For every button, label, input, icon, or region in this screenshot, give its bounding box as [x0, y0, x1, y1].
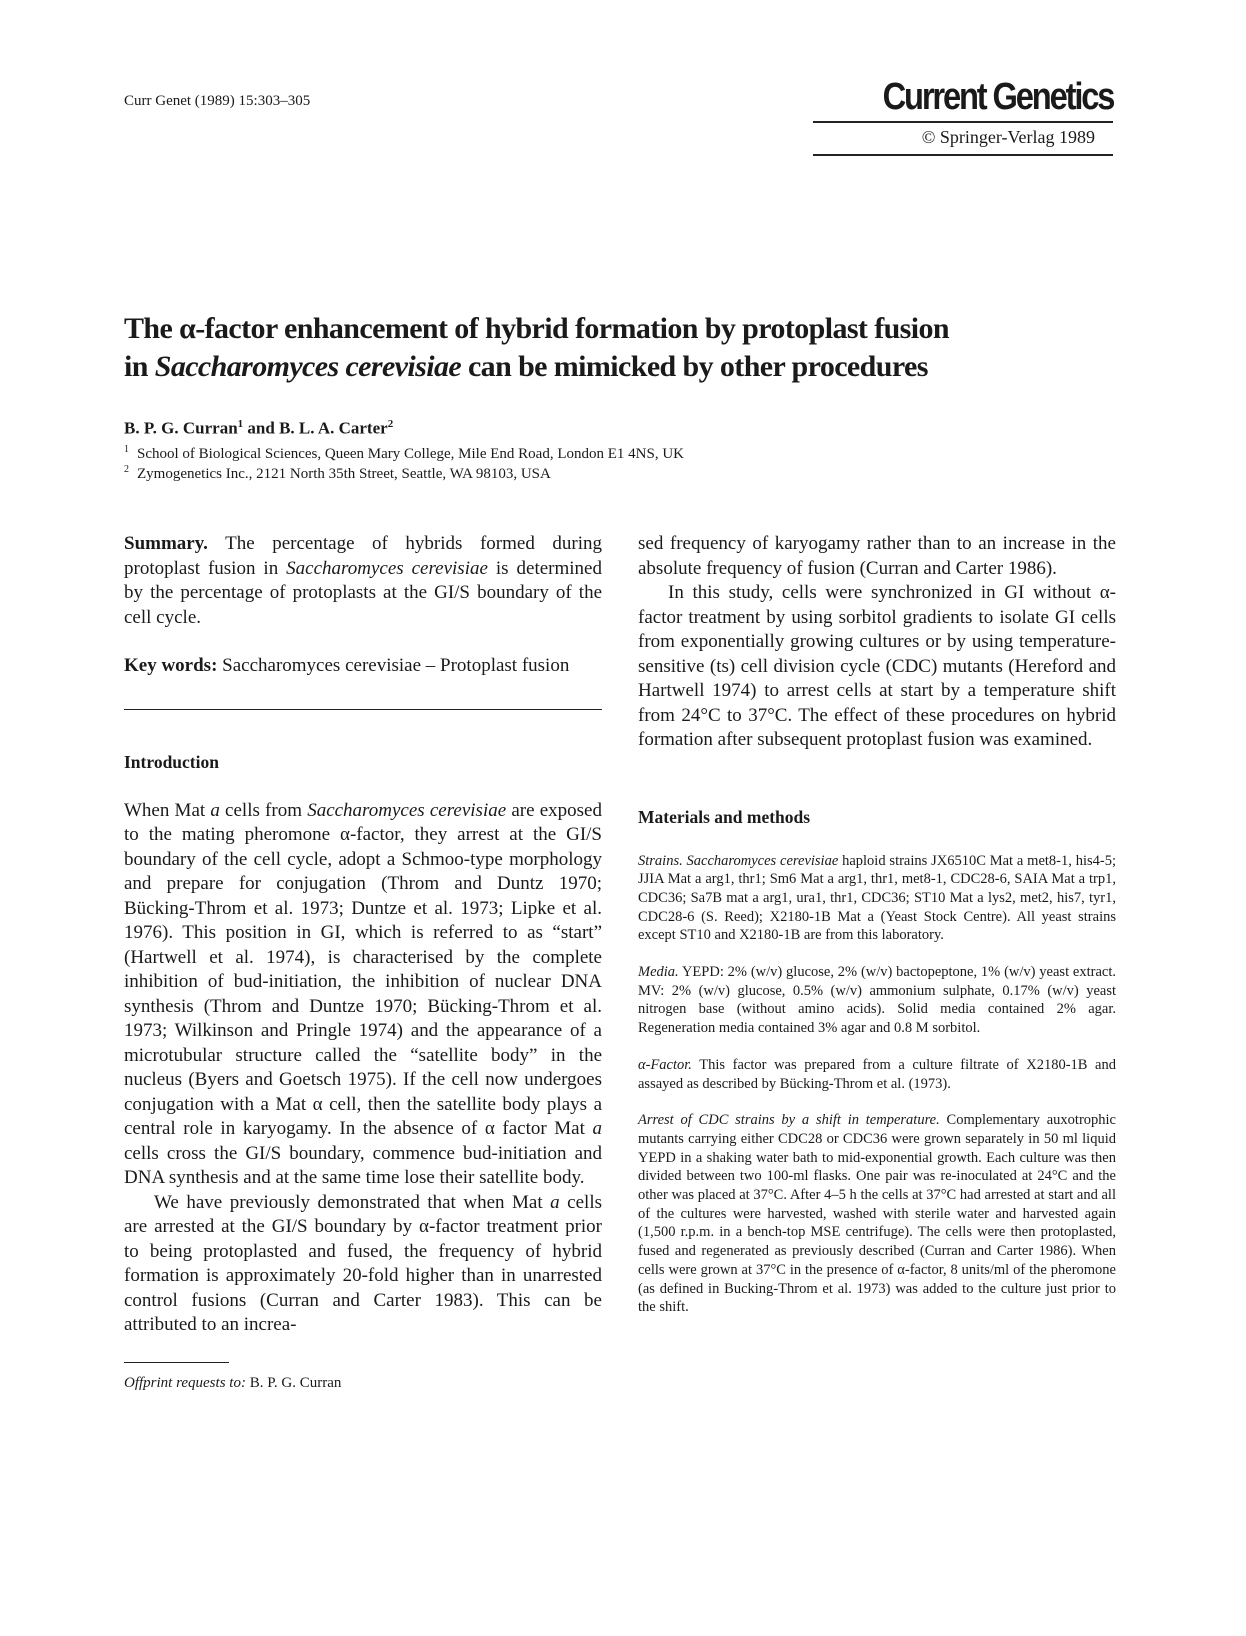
author-name: B. P. G. Curran: [124, 418, 238, 438]
footnote-rule: [124, 1362, 229, 1363]
author-list: B. P. G. Curran$^1$ and B. L. A. Carter$^2$: [124, 418, 394, 438]
section-divider: [124, 709, 602, 710]
right-column: [638, 532, 1116, 1317]
methods-arrest-cdc: Arrest of CDC strains by a shift in temperature. Complementary auxotrophic mutants carrying either CDC28 or CDC36 were grown separately in 50 ml liquid YEPD in a shaking water bath to mid-exponential growth. Each culture was then divided between two 100-ml flasks. One pair was re-inoculated at 24°C and the other was placed at 37°C. After 4–5 h the cells at 37°C had arrested at start and all of the cultures were harvested, washed with sterile water and harvested again (1,500 r.p.m. in a bench-top MSE centrifuge). The cells were then protoplasted, fused and regenerated as previously described (Curran and Carter 1986). When cells were grown at 37°C in the presence of α-factor, 8 units/ml of the pheromone (as defined in Bucking-Throm et al. 1973) was added to the culture just prior to the shift.: [638, 1112, 1116, 1316]
masthead-rule-top: [813, 121, 1113, 123]
article-title: The α-factor enhancement of hybrid formation by protoplast fusion in Saccharomyces cerevisiae can be mimicked by other procedures: [124, 312, 949, 383]
intro-paragraph: We have previously demonstrated that when Mat a cells are arrested at the GI/S boundary by α-factor treatment prior to being protoplasted and fused, the frequency of hybrid formation is approximately 20-fold higher than in unarrested control fusions (Curran and Carter 1983). This can be attributed to an increa-: [124, 1191, 602, 1335]
methods-alpha-factor: α-Factor. This factor was prepared from a culture filtrate of X2180-1B and assayed as described by Bücking-Throm et al. (1973).: [638, 1056, 1116, 1092]
intro-paragraph: When Mat a cells from Saccharomyces cerevisiae are exposed to the mating pheromone α-factor, they arrest at the GI/S boundary of the cell cycle, adopt a Schmoo-type morphology and prepare for conjugation (Throm and Duntz 1970; Bücking-Throm et al. 1973; Duntze et al. 1973; Lipke et al. 1976). This position in GI, which is referred to as “start” (Hartwell et al. 1974), is characterised by the complete inhibition of bud-initiation, the inhibition of nuclear DNA synthesis (Throm and Duntze 1970; Bücking-Throm et al. 1973; Wilkinson and Pringle 1974) and the appearance of a microtubular structure called the “satellite body” in the nucleus (Byers and Goetsch 1975). If the cell now undergoes conjugation with a Mat α cell, then the satellite body plays a central role in karyogamy. In the absence of α factor Mat a cells cross the GI/S boundary, commence bud-initiation and DNA synthesis and at the same time lose their satellite body.: [124, 799, 602, 1188]
publisher-copyright: © Springer-Verlag 1989: [921, 127, 1095, 147]
footnote-offprint: Offprint requests to: B. P. G. Curran: [124, 1374, 342, 1391]
methods-strains: Strains. Saccharomyces cerevisiae haploid strains JX6510C Mat a met8-1, his4-5; JJIA Mat a arg1, thr1; Sm6 Mat a arg1, thr1, met8-1, CDC28-6, SAIA Mat a trp1, CDC36; Sa7B mat a arg1, ura1, thr1, CDC36; ST10 Mat a lys2, met2, his7, tyr1, CDC28-6 (S. Reed); X2180-1B Mat a (Yeast Stock Centre). All yeast strains except ST10 and X2180-1B are from this laboratory.: [638, 852, 1116, 944]
affiliation: $^2$ Zymogenetics Inc., 2121 North 35th Street, Seattle, WA 98103, USA: [124, 464, 551, 482]
methods-media: Media. YEPD: 2% (w/v) glucose, 2% (w/v) bactopeptone, 1% (w/v) yeast extract. MV: 2% (w/v) glucose, 0.5% (w/v) ammonium sulphate, 0.17% (w/v) yeast nitrogen base (without amino acids). Solid media contained 2% agar. Regeneration media contained 3% agar and 0.8 M sorbitol.: [638, 964, 1116, 1037]
masthead-rule-bottom: [813, 154, 1113, 156]
journal-name-logo: Current Genetics: [882, 76, 1113, 118]
summary-paragraph: Summary. The percentage of hybrids formed during protoplast fusion in Saccharomyces cerevisiae is determined by the percentage of protoplasts at the GI/S boundary of the cell cycle.: [124, 533, 602, 628]
intro-paragraph: In this study, cells were synchronized in GI without α-factor treatment by using sorbitol gradients to isolate GI cells from exponentially growing cultures or by using temperature-sensitive (ts) cell division cycle (CDC) mutants (Hereford and Hartwell 1974) to arrest cells at start by a temperature shift from 24°C to 37°C. The effect of these procedures on hybrid formation after subsequent protoplast fusion was examined.: [638, 582, 1116, 750]
section-heading-introduction: Introduction: [124, 751, 219, 772]
journal-masthead: [813, 76, 1113, 156]
keywords-paragraph: Key words: Saccharomyces cerevisiae – Protoplast fusion: [124, 655, 570, 676]
intro-paragraph-continued: sed frequency of karyogamy rather than to an increase in the absolute frequency of fusion (Curran and Carter 1986).: [638, 533, 1116, 579]
author-name: B. L. A. Carter: [279, 418, 388, 438]
journal-citation: Curr Genet (1989) 15:303–305: [124, 93, 311, 109]
affiliation: $^1$ School of Biological Sciences, Queen Mary College, Mile End Road, London E1 4NS, UK: [124, 444, 684, 462]
left-column: [124, 532, 602, 1392]
section-heading-methods: Materials and methods: [638, 806, 811, 827]
